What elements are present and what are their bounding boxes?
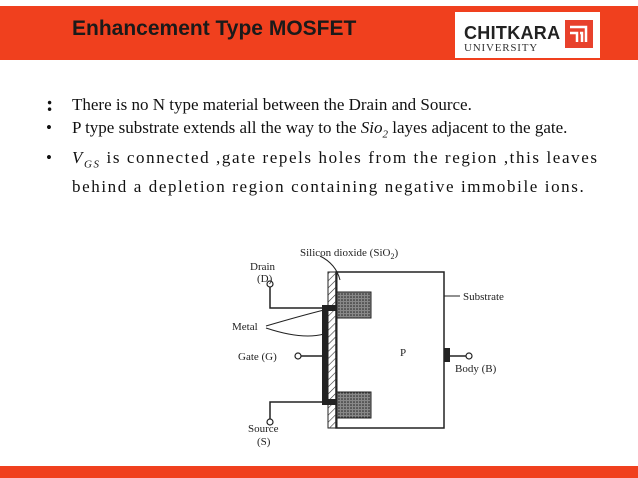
sio2-label: Silicon dioxide (SiO$_2$) [300,247,399,261]
bullet-list [44,91,614,199]
bullet-text: is connected ,gate repels holes from the region ,this leaves behind a depletion region containing negative immobile ions. [72,148,599,196]
mosfet-diagram [224,236,544,460]
drain-n-region [337,292,371,318]
metal-label: Metal [232,321,258,333]
slide-header [0,0,638,62]
bullet-marker: • [46,148,54,168]
bullet-marker: • [46,118,52,137]
bullet-marker: : [46,91,54,116]
substrate-label: Substrate [463,291,504,303]
math-vgs: $V_{GS}$ [72,148,101,171]
source-label: Source [248,423,279,435]
math-sio2: Sio$_2$ [360,118,389,141]
bullet-text: There is no N type material between the Drain and Source. [72,95,472,114]
chitkara-logo-icon [565,20,593,48]
bullet-text: P type substrate extends all the way to the [72,118,361,137]
gate-metal [322,310,328,402]
gate-label: Gate (G) [238,351,277,363]
bullet-item [44,147,614,196]
p-label: P [400,347,407,359]
bullet-item [44,117,614,145]
bullet-item [44,91,614,116]
drain-abbr-label: (D) [257,273,273,285]
bullet-text-cont: layes adjacent to the gate. [388,118,568,137]
body-label: Body (B) [455,363,497,375]
slide-title: Enhancement Type MOSFET [72,17,357,40]
footer-bar [0,466,638,478]
drain-label: Drain [250,261,276,273]
logo-name: CHITKARA [464,23,561,43]
source-n-region [337,392,371,418]
logo-subtitle: UNIVERSITY [464,42,538,54]
source-abbr-label: (S) [257,436,271,448]
university-logo [455,12,600,58]
